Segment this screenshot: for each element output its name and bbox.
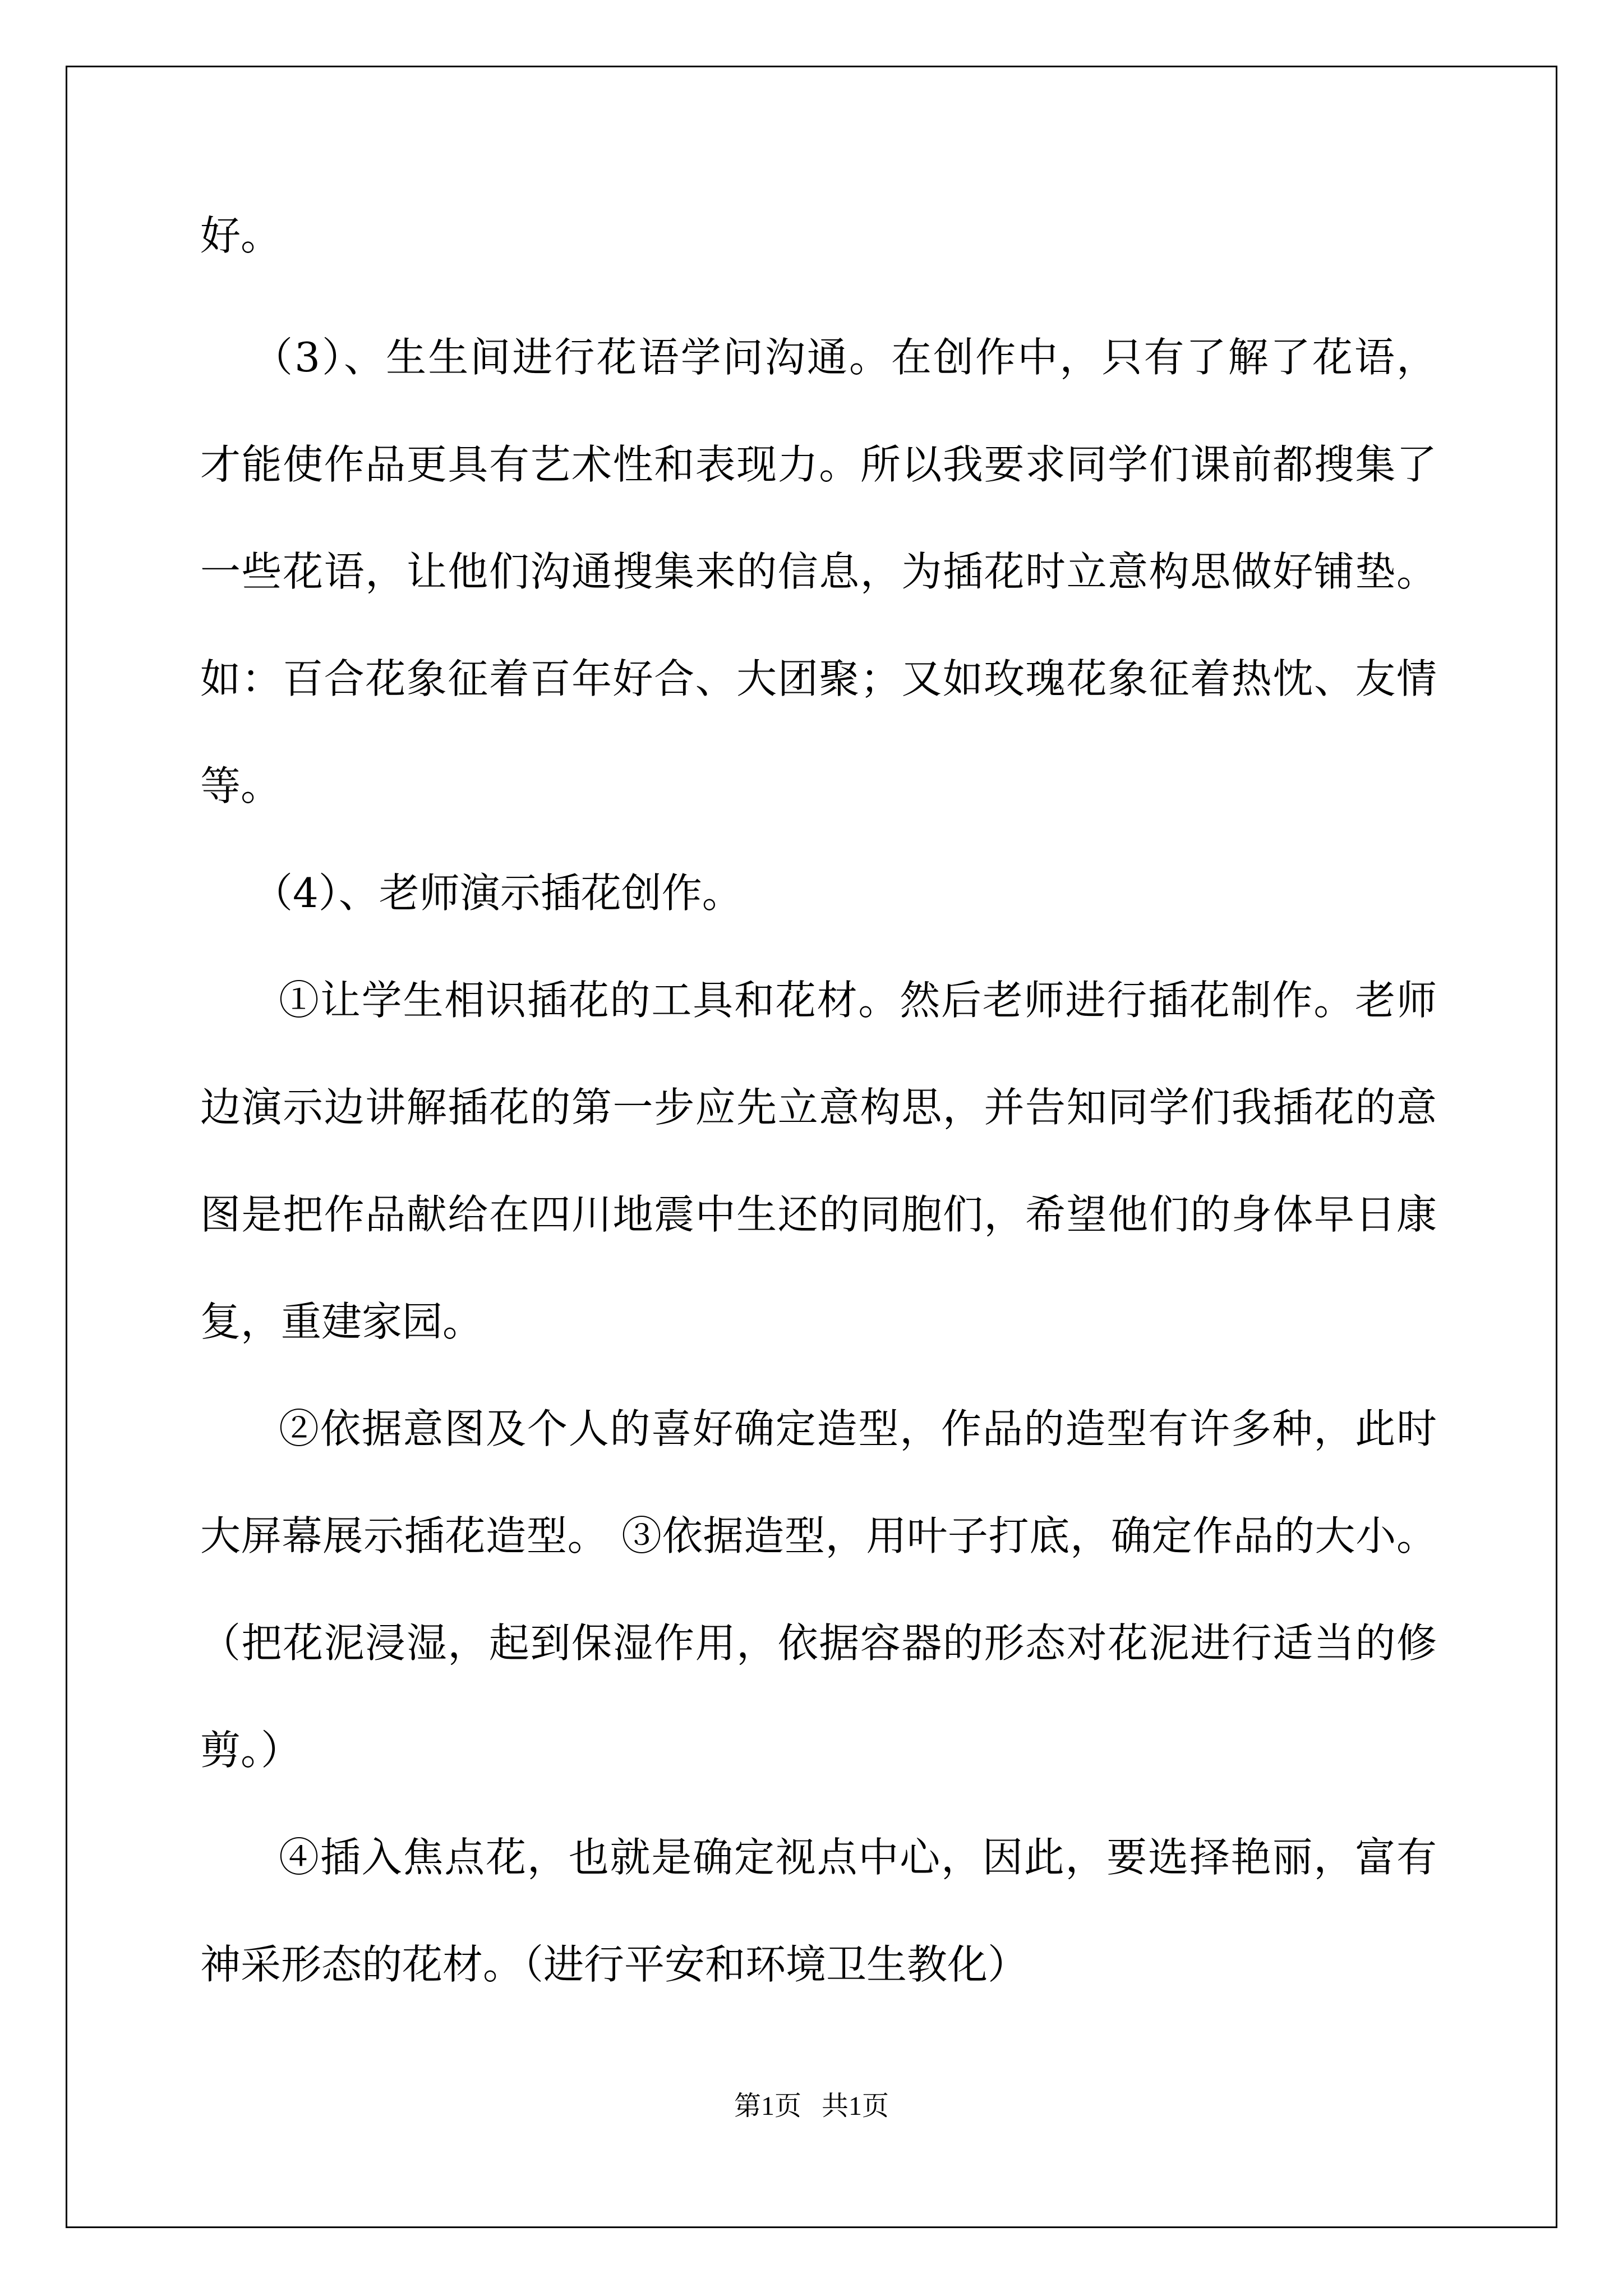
text-line-4: 一些花语，让他们沟通搜集来的信息，为插花时立意构思做好铺垫。 <box>200 548 1437 595</box>
page-border <box>66 66 1557 2228</box>
text-line-13: 大屏幕展示插花造型。 ③依据造型，用叶子打底，确定作品的大小。 <box>200 1512 1437 1559</box>
text-line-1: 好。 <box>200 212 282 259</box>
text-line-15: 剪。） <box>200 1727 302 1774</box>
text-line-3: 才能使作品更具有艺术性和表现力。所以我要求同学们课前都搜集了 <box>200 441 1437 488</box>
text-line-2: （3）、生生间进行花语学问沟通。在创作中，只有了解了花语， <box>252 334 1437 381</box>
text-line-7: （4）、老师演示插花创作。 <box>252 869 743 917</box>
text-line-12: ②依据意图及个人的喜好确定造型，作品的造型有许多种，此时 <box>279 1405 1437 1452</box>
page-footer: 第1页 共1页 <box>734 2091 889 2121</box>
text-line-5: 如：百合花象征着百年好合、大团聚；又如玫瑰花象征着热忱、友情 <box>200 655 1437 702</box>
text-line-8: ①让学生相识插花的工具和花材。然后老师进行插花制作。老师 <box>279 977 1437 1024</box>
text-line-6: 等。 <box>200 762 282 809</box>
text-line-16: ④插入焦点花，也就是确定视点中心，因此，要选择艳丽，富有 <box>279 1834 1437 1881</box>
text-line-9: 边演示边讲解插花的第一步应先立意构思，并告知同学们我插花的意 <box>200 1084 1437 1131</box>
text-line-14: （把花泥浸湿，起到保湿作用，依据容器的形态对花泥进行适当的修 <box>200 1619 1437 1667</box>
text-line-17: 神采形态的花材。（进行平安和环境卫生教化） <box>200 1941 1029 1988</box>
text-line-10: 图是把作品献给在四川地震中生还的同胞们，希望他们的身体早日康 <box>200 1191 1437 1238</box>
text-line-11: 复，重建家园。 <box>200 1298 483 1345</box>
